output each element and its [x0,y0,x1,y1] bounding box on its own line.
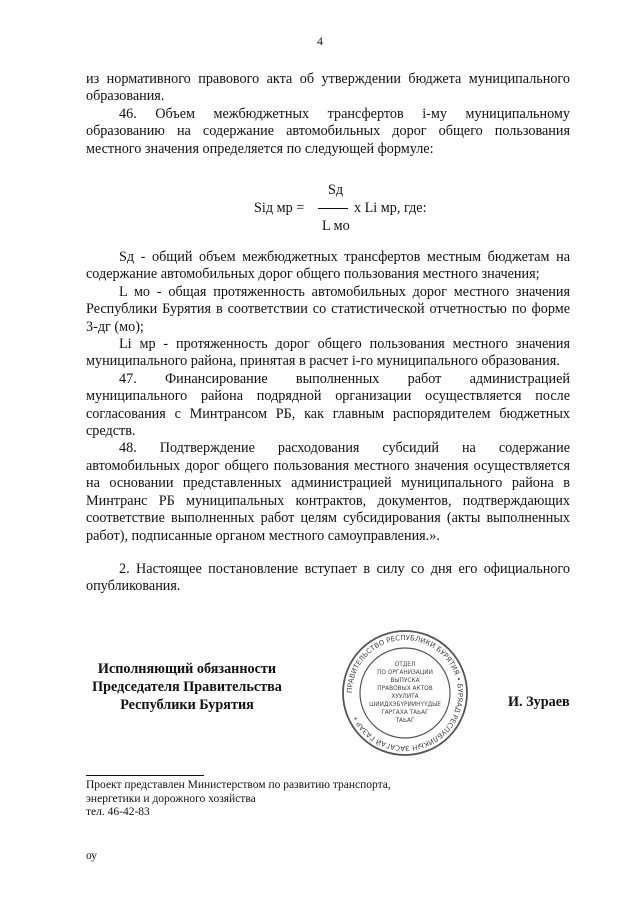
footnote [86,779,391,820]
signature-title-line: Председателя Правительства [92,679,282,695]
formula-numerator: Sд [328,182,344,198]
signature-title [80,660,294,714]
paragraph-2: 2. Настоящее постановление вступает в силу со дня его официального опубликования. [86,560,570,595]
paragraph-46: 46. Объем межбюджетных трансфертов i-му муниципальному образованию на содержание автомобильных дорог общего пользования местного значения определяется по следующей формуле: [86,105,570,157]
signature-title-line: Исполняющий обязанности [97,661,277,677]
signatory-name: И. Зураев [508,694,570,710]
seal-inner-text [369,662,441,724]
fraction-bar [318,208,348,209]
body-text-top [86,71,570,158]
paragraph-continuation: из нормативного правового акта об утверждении бюджета муниципального образования. [86,71,570,105]
svg-text:ПРАВОВЫХ АКТОВ: ПРАВОВЫХ АКТОВ [377,686,433,692]
page-number: 4 [317,34,323,48]
paragraph-48: 48. Подтверждение расходования субсидий на содержание автомобильных дорог общего пользования местного значения осуществляется на основании представленных администрацией муниципального района в Минтранс РБ муниципальных контрактов, документов, подтверждающих соответствие выполненных работ целям субсидирования (акты выполненных работ), подписанные органом местного самоуправления.». [86,440,570,544]
definition-lmo: L мо - общая протяженность автомобильных дорог местного значения Республики Бурятия в соответствии со статистической отчетностью по форме 3-дг (мо); [86,283,570,335]
svg-text:ТАЬАГ: ТАЬАГ [395,718,415,724]
svg-text:ГАРГАХА ТАЬАГ: ГАРГАХА ТАЬАГ [381,710,429,716]
footnote-line: Проект представлен Министерством по развитию транспорта, [86,779,391,791]
seal-outer-ring [343,631,467,755]
formula-denominator: L мо [322,218,350,234]
signature-title-line: Республики Бурятия [120,697,254,713]
paragraph-47: 47. Финансирование выполненных работ администрацией муниципального района подрядной организации осуществляется после согласования с Минтрансом РБ, как главным распорядителем бюджетных средств. [86,370,570,440]
footnote-line: энергетики и дорожного хозяйства [86,792,256,805]
svg-text:ХУУЛИТА: ХУУЛИТА [391,694,419,700]
formula [0,180,640,240]
definition-sd: Sд - общий объем межбюджетных трансфертов местным бюджетам на содержание автомобильных дорог общего пользования местного значения; [86,249,570,283]
svg-text:ПО ОРГАНИЗАЦИИ: ПО ОРГАНИЗАЦИИ [377,670,433,676]
formula-rhs: х Li мр, где: [354,200,427,216]
svg-text:ШИИДХЭБҮРИИНҮҮДЫЕ: ШИИДХЭБҮРИИНҮҮДЫЕ [369,702,441,708]
formula-lhs: Siд мр = [254,200,305,216]
official-seal [340,628,470,758]
body-text-bottom [86,249,570,596]
seal-outer-text: ПРАВИТЕЛЬСТВО РЕСПУБЛИКИ БУРЯТИЯ • БУРЯАД РЕСПУБЛИКЫН ЗАСАГАЙ ГАЗАР • [345,633,465,753]
svg-text:ОТДЕЛ: ОТДЕЛ [394,662,416,668]
footnote-phone: тел. 46-42-83 [86,806,150,818]
footnote-divider [86,775,204,776]
definition-limr: Li мр - протяженность дорог общего пользования местного значения муниципального района, принятая в расчет i-го муниципального образования. [86,336,570,370]
document-code: оу [86,850,98,862]
svg-text:ВЫПУСКА: ВЫПУСКА [390,678,420,684]
